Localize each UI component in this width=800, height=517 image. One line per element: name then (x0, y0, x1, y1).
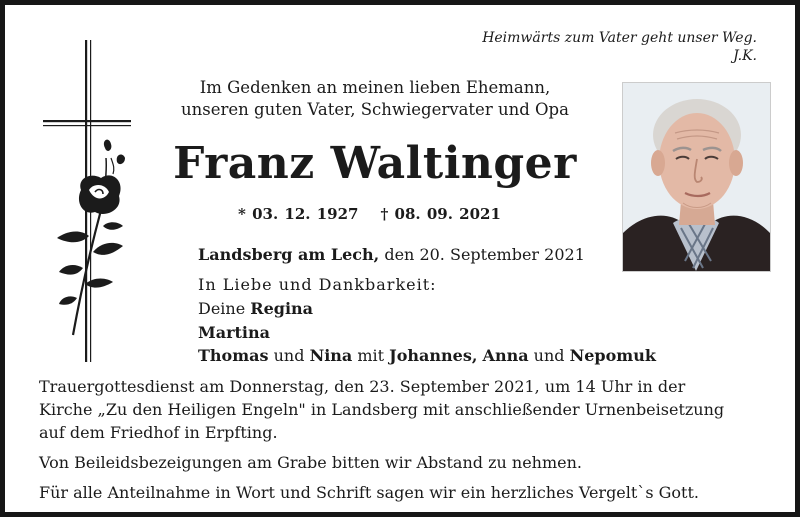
mourner-name: Johannes, (389, 346, 478, 365)
mourner-name: Regina (250, 299, 314, 318)
place: Landsberg am Lech, (198, 245, 380, 264)
motto (482, 29, 757, 65)
condolence-note: Von Beileidsbezeigungen am Grabe bitten wir Abstand zu nehmen. (39, 453, 583, 472)
intro-line-1: Im Gedenken an meinen lieben Ehemann, (199, 78, 551, 97)
intro-line-2: unseren guten Vater, Schwiegervater und Opa (181, 100, 569, 119)
place-and-date (198, 245, 585, 264)
mourner-name: Nepomuk (569, 346, 656, 365)
date: den 20. September 2021 (384, 245, 585, 264)
mourner-name: Martina (198, 322, 270, 342)
birth-date: * 03. 12. 1927 (238, 205, 359, 223)
mourner-name: Anna (482, 346, 529, 365)
cross-with-rose-icon (43, 40, 133, 370)
motto-quote: Heimwärts zum Vater geht unser Weg. (482, 30, 757, 46)
service-paragraph: Trauergottesdienst am Donnerstag, den 23. September 2021, um 14 Uhr in der Kirche „Zu den Heiligen Engeln" in Landsberg mit anschließender Urnenbeisetzung auf dem Friedhof in Erpfting. (39, 377, 725, 442)
mourner-line-2 (198, 321, 656, 345)
death-date: † 08. 09. 2021 (380, 205, 501, 223)
mourner-name: Thomas (198, 346, 269, 365)
mourners-lead: In Liebe und Dankbarkeit: (198, 275, 437, 294)
portrait-photo (622, 82, 771, 272)
motto-author: J.K. (733, 48, 757, 64)
service-information (39, 375, 779, 511)
intro (155, 77, 595, 121)
mourner-line-3: Thomas und Nina mit Johannes, Anna und Nepomuk (198, 346, 656, 365)
portrait-illustration (623, 83, 770, 271)
thanks-note: Für alle Anteilnahme in Wort und Schrift sagen wir ein herzliches Vergelt`s Gott. (39, 483, 699, 502)
life-dates (238, 205, 501, 223)
deceased-name: Franz Waltinger (173, 138, 577, 189)
mourner-name: Nina (309, 346, 353, 365)
mourners-list (198, 297, 656, 368)
mourner-line-1: Deine Regina (198, 299, 314, 318)
